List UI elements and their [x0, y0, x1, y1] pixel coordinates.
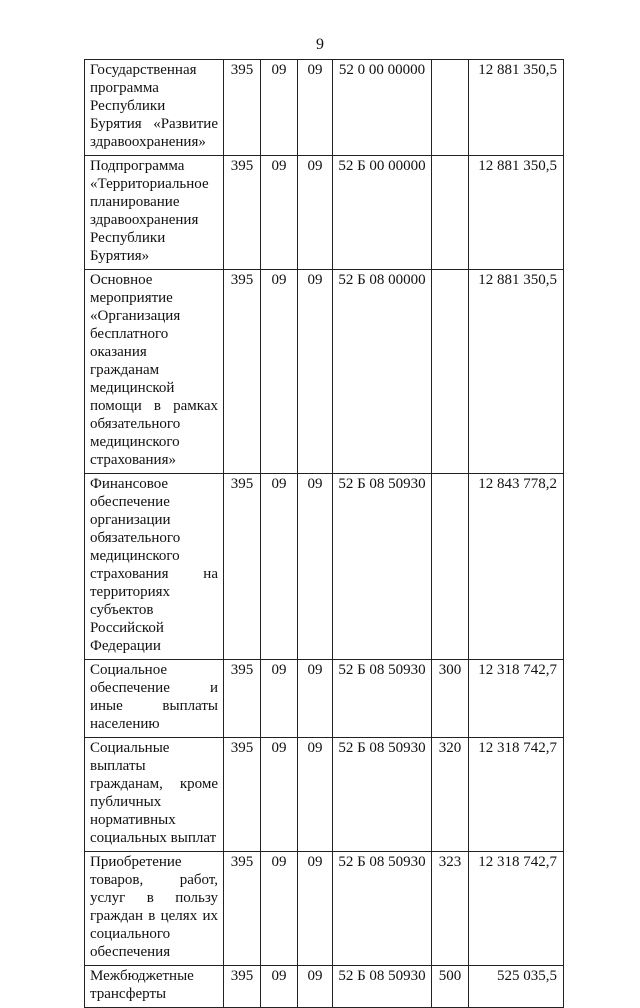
table-row	[85, 966, 564, 1008]
subsection-code-cell: 09	[298, 966, 333, 1008]
target-article-cell: 52 Б 00 00000	[333, 156, 432, 270]
subsection-code-cell: 09	[298, 474, 333, 660]
item-name-cell: Межбюджетные трансферты	[85, 966, 224, 1008]
subsection-code-cell: 09	[298, 156, 333, 270]
amount-cell: 12 843 778,2	[469, 474, 564, 660]
grbs-code-cell: 395	[224, 474, 261, 660]
subsection-code-cell: 09	[298, 738, 333, 852]
amount-cell: 12 881 350,5	[469, 60, 564, 156]
page-number: 9	[316, 36, 324, 53]
item-name-cell: Основное мероприятие «Организация бесплатного оказания гражданам медицинской помощи в рамках обязательного медицинского страхования»	[85, 270, 224, 474]
target-article-cell: 52 Б 08 00000	[333, 270, 432, 474]
expense-type-cell	[432, 156, 469, 270]
table-row	[85, 474, 564, 660]
section-code-cell: 09	[261, 852, 298, 966]
amount-cell: 12 318 742,7	[469, 660, 564, 738]
amount-cell: 12 318 742,7	[469, 738, 564, 852]
item-name-cell: Финансовое обеспечение организации обязательного медицинского страхования на территориях субъектов Российской Федерации	[85, 474, 224, 660]
target-article-cell: 52 Б 08 50930	[333, 966, 432, 1008]
grbs-code-cell: 395	[224, 270, 261, 474]
grbs-code-cell: 395	[224, 60, 261, 156]
grbs-code-cell: 395	[224, 738, 261, 852]
budget-table-body	[85, 60, 564, 1008]
grbs-code-cell: 395	[224, 156, 261, 270]
amount-cell: 12 318 742,7	[469, 852, 564, 966]
section-code-cell: 09	[261, 60, 298, 156]
item-name-cell: Государственная программа Республики Бурятия «Развитие здравоохранения»	[85, 60, 224, 156]
section-code-cell: 09	[261, 738, 298, 852]
section-code-cell: 09	[261, 270, 298, 474]
item-name-cell: Приобретение товаров, работ, услуг в пользу граждан в целях их социального обеспечения	[85, 852, 224, 966]
amount-cell: 12 881 350,5	[469, 156, 564, 270]
target-article-cell: 52 0 00 00000	[333, 60, 432, 156]
subsection-code-cell: 09	[298, 852, 333, 966]
section-code-cell: 09	[261, 156, 298, 270]
item-name-cell: Подпрограмма «Территориальное планирование здравоохранения Республики Бурятия»	[85, 156, 224, 270]
subsection-code-cell: 09	[298, 60, 333, 156]
table-row	[85, 852, 564, 966]
expense-type-cell: 500	[432, 966, 469, 1008]
table-row	[85, 738, 564, 852]
target-article-cell: 52 Б 08 50930	[333, 738, 432, 852]
target-article-cell: 52 Б 08 50930	[333, 852, 432, 966]
amount-cell: 12 881 350,5	[469, 270, 564, 474]
section-code-cell: 09	[261, 474, 298, 660]
target-article-cell: 52 Б 08 50930	[333, 474, 432, 660]
budget-table	[84, 59, 564, 1008]
table-row	[85, 660, 564, 738]
section-code-cell: 09	[261, 966, 298, 1008]
subsection-code-cell: 09	[298, 660, 333, 738]
expense-type-cell: 320	[432, 738, 469, 852]
table-row	[85, 60, 564, 156]
grbs-code-cell: 395	[224, 852, 261, 966]
expense-type-cell: 300	[432, 660, 469, 738]
section-code-cell: 09	[261, 660, 298, 738]
amount-cell: 525 035,5	[469, 966, 564, 1008]
item-name-cell: Социальное обеспечение и иные выплаты населению	[85, 660, 224, 738]
grbs-code-cell: 395	[224, 966, 261, 1008]
expense-type-cell	[432, 60, 469, 156]
expense-type-cell: 323	[432, 852, 469, 966]
subsection-code-cell: 09	[298, 270, 333, 474]
grbs-code-cell: 395	[224, 660, 261, 738]
item-name-cell: Социальные выплаты гражданам, кроме публичных нормативных социальных выплат	[85, 738, 224, 852]
table-row	[85, 156, 564, 270]
table-row	[85, 270, 564, 474]
target-article-cell: 52 Б 08 50930	[333, 660, 432, 738]
expense-type-cell	[432, 270, 469, 474]
expense-type-cell	[432, 474, 469, 660]
